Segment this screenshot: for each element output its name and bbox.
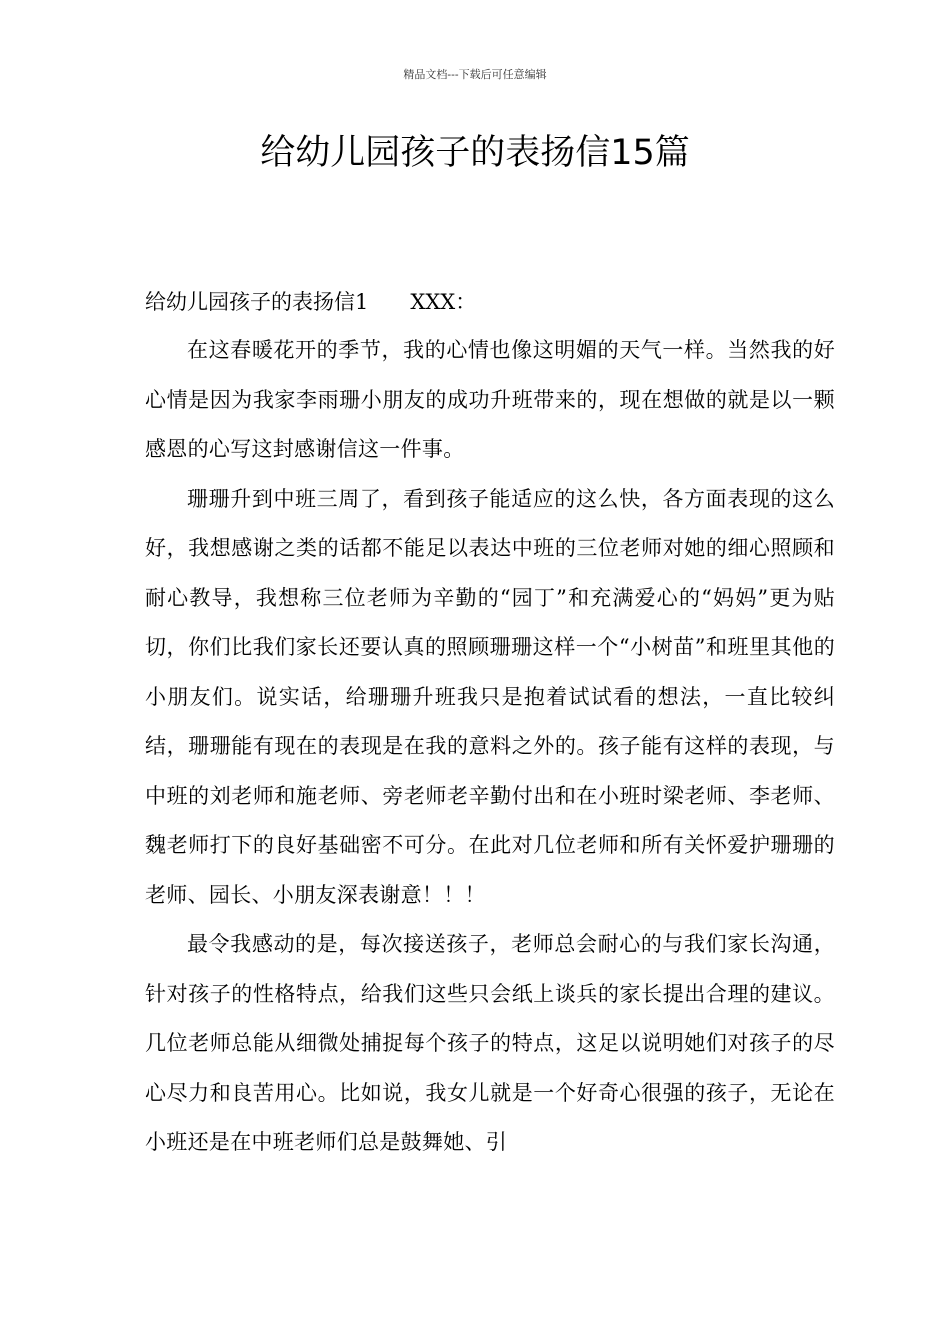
letter-body xyxy=(145,326,835,1168)
paragraph-3: 最令我感动的是，每次接送孩子，老师总会耐心的与我们家长沟通，针对孩子的性格特点，给我们这些只会纸上谈兵的家长提出合理的建议。几位老师总能从细微处捕捉每个孩子的特点，这足以说明她们对孩子的尽心尽力和良苦用心。比如说，我女儿就是一个好奇心很强的孩子，无论在小班还是在中班老师们总是鼓舞她、引 xyxy=(145,932,835,1154)
document-title: 给幼儿园孩子的表扬信15篇 xyxy=(260,133,690,173)
letter-salutation: XXX： xyxy=(410,290,477,314)
paragraph-1: 在这春暖花开的季节，我的心情也像这明媚的天气一样。当然我的好心情是因为我家李雨珊小朋友的成功升班带来的，现在想做的就是以一颗感恩的心写这封感谢信这一件事。 xyxy=(145,338,835,461)
header-note: 精品文档---下载后可任意编辑 xyxy=(403,68,547,81)
letter-heading-line xyxy=(145,285,835,319)
letter-heading: 给幼儿园孩子的表扬信1 xyxy=(145,290,369,314)
paragraph-2: 珊珊升到中班三周了，看到孩子能适应的这么快，各方面表现的这么好，我想感谢之类的话都不能足以表达中班的三位老师对她的细心照顾和耐心教导，我想称三位老师为辛勤的“园丁”和充满爱心的“妈妈”更为贴切，你们比我们家长还要认真的照顾珊珊这样一个“小树苗”和班里其他的小朋友们。说实话，给珊珊升班我只是抱着试试看的想法，一直比较纠结，珊珊能有现在的表现是在我的意料之外的。孩子能有这样的表现，与中班的刘老师和施老师、旁老师老辛勤付出和在小班时梁老师、李老师、魏老师打下的良好基础密不可分。在此对几位老师和所有关怀爱护珊珊的老师、园长、小朋友深表谢意！！！ xyxy=(145,486,835,907)
